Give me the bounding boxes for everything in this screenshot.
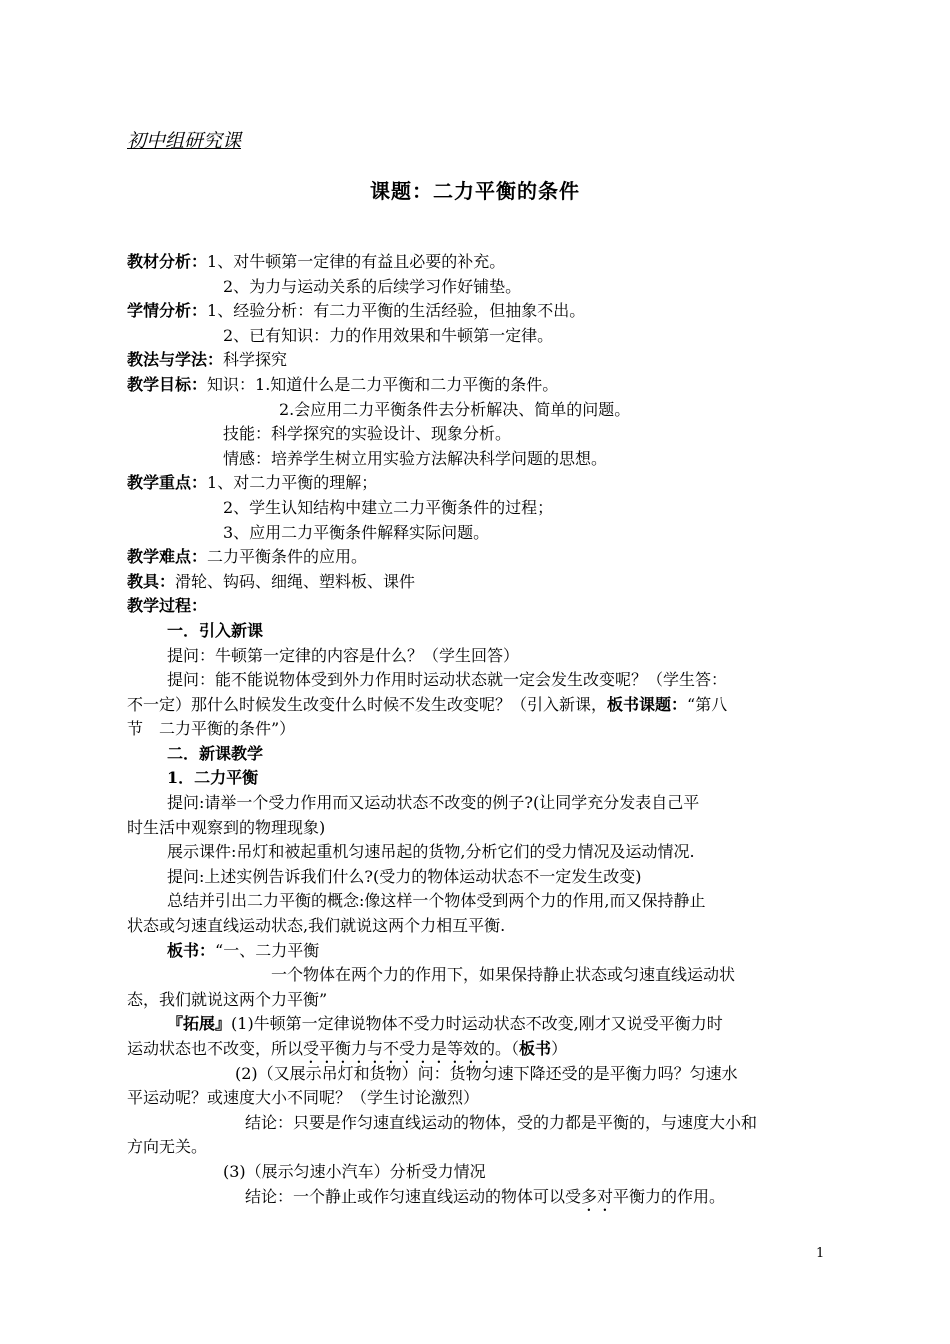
board-label: 板书： (167, 940, 216, 960)
difficulty-text: 二力平衡条件的应用。 (207, 547, 368, 567)
student-item: 2、已有知识：力的作用效果和牛顿第一定律。 (223, 325, 554, 345)
conclusion-line-2: 方向无关。 (127, 1137, 208, 1157)
lesson-title: 课题：二力平衡的条件 (370, 179, 580, 203)
emphasis-run: 多对 (581, 1186, 614, 1206)
method-text: 科学探究 (223, 350, 288, 370)
difficulty-line (127, 545, 827, 570)
goal-line-2 (127, 398, 827, 423)
conclusion-line-1: 结论：只要是作匀速直线运动的物体，受的力都是平衡的，与速度大小和 (245, 1112, 758, 1132)
key-item: 2、学生认知结构中建立二力平衡条件的过程； (223, 497, 554, 517)
bold-run: 板书课题： (607, 694, 688, 714)
student-line-2 (127, 324, 827, 349)
student-line-1 (127, 299, 827, 324)
method-label: 教法与学法： (127, 350, 224, 370)
text-run: 结论：一个静止或作匀速直线运动的物体可以受 (245, 1186, 582, 1206)
key-line-1 (127, 471, 827, 496)
board-line-2: 一个物体在两个力的作用下，如果保持静止状态或匀速直线运动状 (271, 965, 736, 985)
section-heading-1: 一．引入新课 (167, 620, 264, 640)
text-run: 。（ (495, 1039, 520, 1058)
paragraph-line: 总结并引出二力平衡的概念:像这样一个物体受到两个力的作用,而又保持静止 (167, 891, 706, 911)
paragraph-line: 提问：能不能说物体受到外力作用时运动状态就一定会发生改变呢？（学生答： (167, 670, 728, 690)
goal-label: 教学目标： (127, 374, 208, 394)
paragraph-line: 提问:请举一个受力作用而又运动状态不改变的例子?(让同学充分发表自己平 (167, 793, 700, 813)
goal-line-1 (127, 373, 827, 398)
text-run: “第八 (687, 694, 728, 714)
extension-label: 『拓展』 (167, 1014, 232, 1034)
document-body (127, 250, 827, 1209)
paragraph-line: 节 二力平衡的条件”） (127, 719, 296, 739)
student-item: 1、经验分析：有二力平衡的生活经验，但抽象不出。 (207, 301, 586, 321)
extension-line-3: (2)（又展示吊灯和货物）问：货物匀速下降还受的是平衡力吗？匀速水 (235, 1063, 738, 1083)
key-line-3 (127, 521, 827, 546)
key-item: 3、应用二力平衡条件解释实际问题。 (223, 522, 490, 542)
tools-label: 教具： (127, 571, 176, 591)
paragraph-line: 提问:上述实例告诉我们什么?(受力的物体运动状态不一定发生改变) (167, 866, 642, 886)
board-line-3: 态，我们就说这两个力平衡” (127, 989, 328, 1009)
paragraph-line (127, 693, 827, 718)
emphasis-run: 受平衡力与不受力是等效的 (303, 1039, 496, 1058)
bold-run: 板书 (519, 1039, 552, 1058)
extension-line-2 (127, 1037, 827, 1062)
difficulty-label: 教学难点： (127, 547, 208, 567)
goal-item: 情感：培养学生树立用实验方法解决科学问题的思想。 (223, 448, 608, 468)
goal-item: 2.会应用二力平衡条件去分析解决、简单的问题。 (279, 399, 631, 419)
material-item: 1、对牛顿第一定律的有益且必要的补充。 (207, 252, 506, 271)
goal-line-3 (127, 422, 827, 447)
board-line-1 (127, 939, 827, 964)
text-run: (1)牛顿第一定律说物体不受力时运动状态不改变,刚才又说受平衡力时 (231, 1014, 723, 1034)
paragraph-line: 提问：牛顿第一定律的内容是什么？（学生回答） (167, 645, 520, 665)
goal-line-4 (127, 447, 827, 472)
material-line-2 (127, 275, 827, 300)
method-line (127, 348, 827, 373)
tools-text: 滑轮、钩码、细绳、塑料板、课件 (175, 571, 416, 591)
subsection-heading: 1．二力平衡 (167, 768, 259, 788)
conclusion-line-3 (127, 1185, 827, 1210)
text-run: 不一定）那什么时候发生改变什么时候不发生改变呢？（引入新课， (127, 694, 608, 714)
paragraph-line: 时生活中观察到的物理现象) (127, 817, 326, 837)
process-heading: 教学过程： (127, 596, 208, 616)
key-item: 1、对二力平衡的理解； (207, 473, 378, 493)
extension-line-5: (3)（展示匀速小汽车）分析受力情况 (223, 1161, 486, 1181)
section-heading-2: 二．新课教学 (167, 743, 264, 763)
key-line-2 (127, 496, 827, 521)
tools-line (127, 570, 827, 595)
goal-item: 知识：1.知道什么是二力平衡和二力平衡的条件。 (207, 374, 559, 394)
material-item: 2、为力与运动关系的后续学习作好铺垫。 (223, 276, 522, 296)
header-label: 初中组研究课 (127, 130, 242, 152)
extension-line-1 (127, 1012, 827, 1037)
paragraph-line: 展示课件:吊灯和被起重机匀速吊起的货物,分析它们的受力情况及运动情况. (167, 842, 695, 862)
page-number: 1 (816, 1246, 825, 1261)
material-line-1 (127, 250, 827, 275)
key-label: 教学重点： (127, 473, 208, 493)
material-label: 教材分析： (127, 252, 208, 271)
student-label: 学情分析： (127, 301, 208, 321)
text-run: “一、二力平衡 (215, 940, 320, 960)
goal-item: 技能：科学探究的实验设计、现象分析。 (223, 424, 512, 444)
text-run: 平衡力的作用。 (613, 1186, 726, 1206)
text-run: 运动状态也不改变，所以 (127, 1039, 304, 1058)
text-run: ） (551, 1039, 568, 1058)
extension-line-4: 平运动呢？或速度大小不同呢？（学生讨论激烈） (127, 1088, 480, 1108)
paragraph-line: 状态或匀速直线运动状态,我们就说这两个力相互平衡. (127, 916, 506, 936)
